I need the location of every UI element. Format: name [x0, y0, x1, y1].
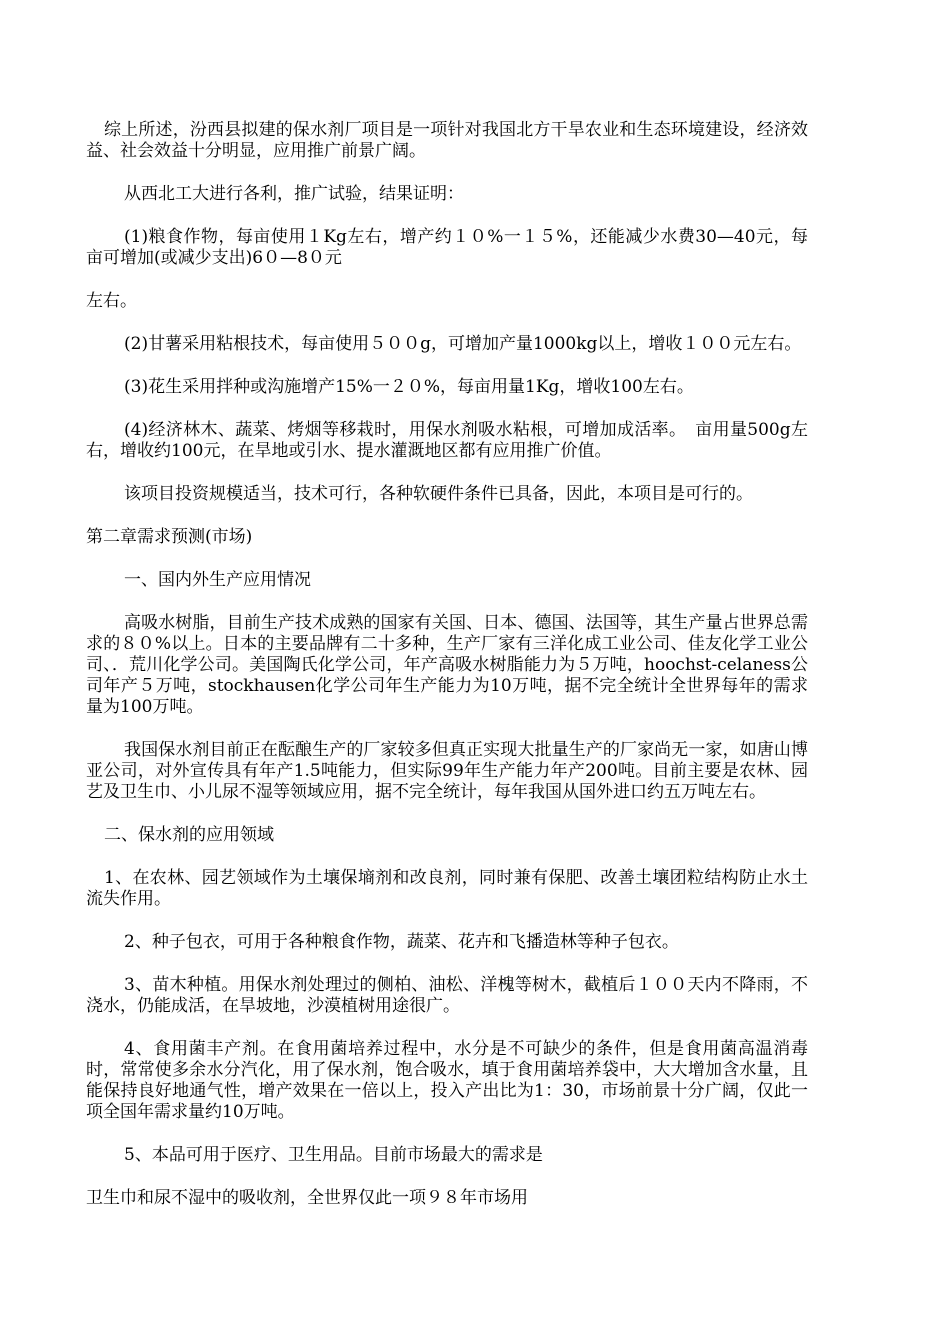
paragraph-grain-crops-tail: 左右。 — [86, 291, 137, 311]
paragraph-domestic-production: 我国保水剂目前正在酝酿生产的厂家较多但真正实现大批量生产的厂家尚无一家，如唐山博亚公司，对外宣传具有年产1.5吨能力，但实际99年生产能力年产200吨。目前主要是农林、园艺及卫生巾、小儿尿不湿等领域应用，据不完全统计，每年我国从国外进口约五万吨左右。 — [86, 740, 808, 802]
list-item-seedling-planting: 3、苗木种植。用保水剂处理过的侧柏、油松、洋槐等树木，截植后１００天内不降雨，不浇水，仍能成活，在旱坡地，沙漠植树用途很广。 — [86, 975, 808, 1016]
chapter-heading: 第二章需求预测(市场) — [86, 527, 253, 547]
paragraph-summary: 综上所述，汾西县拟建的保水剂厂项目是一项针对我国北方干旱农业和生态环境建设，经济效益、社会效益十分明显，应用推广前景广阔。 — [86, 120, 808, 161]
paragraph-economic-forest: (4)经济林木、蔬菜、烤烟等移栽时，用保水剂吸水粘根，可增加成活率。 亩用量500g左右，增收约100元，在旱地或引水、提水灌溉地区都有应用推广价值。 — [86, 420, 808, 461]
list-item-medical-hygiene: 5、本品可用于医疗、卫生用品。目前市场最大的需求是 — [124, 1145, 543, 1165]
paragraph-peanut: (3)花生采用拌种或沟施增产15%一２０%，每亩用量1Kg，增收100左右。 — [124, 377, 694, 397]
list-item-seed-coating: 2、种子包衣，可用于各种粮食作物，蔬菜、花卉和飞播造林等种子包衣。 — [124, 932, 679, 952]
paragraph-feasibility: 该项目投资规模适当，技术可行，各种软硬件条件已具备，因此，本项目是可行的。 — [124, 484, 753, 504]
paragraph-absorbent-market: 卫生巾和尿不湿中的吸收剂，全世界仅此一项９８年市场用 — [86, 1188, 528, 1208]
document-page — [86, 120, 808, 1231]
paragraph-grain-crops: (1)粮食作物，每亩使用１Kg左右，增产约１０%一１５%，还能减少水费30—40元，每亩可增加(或减少支出)6０—8０元 — [86, 227, 808, 268]
paragraph-global-production: 高吸水树脂，目前生产技术成熟的国家有关国、日本、德国、法国等，其生产量占世界总需求的８０%以上。日本的主要品牌有二十多种，生产厂家有三洋化成工业公司、佳友化学工业公司、．荒川化学公司。美国陶氏化学公司，年产高吸水树脂能力为５万吨，hoochst-celaness公司年产５万吨，stockhausen化学公司年生产能力为10万吨，据不完全统计全世界每年的需求量为100万吨。 — [86, 613, 808, 717]
paragraph-trial-intro: 从西北工大进行各利，推广试验，结果证明： — [124, 184, 464, 204]
section-heading-production: 一、国内外生产应用情况 — [124, 570, 311, 590]
section-heading-applications: 二、保水剂的应用领域 — [104, 825, 274, 845]
list-item-edible-fungus: 4、食用菌丰产剂。在食用菌培养过程中，水分是不可缺少的条件，但是食用菌高温消毒时，常常使多余水分汽化，用了保水剂，饱合吸水，填于食用菌培养袋中，大大增加含水量，且能保持良好地通气性，增产效果在一倍以上，投入产出比为1：30，市场前景十分广阔，仅此一项全国年需求量约10万吨。 — [86, 1039, 808, 1122]
list-item-agriculture: 1、在农林、园艺领域作为土壤保墒剂和改良剂，同时兼有保肥、改善土壤团粒结构防止水土流失作用。 — [86, 868, 808, 909]
paragraph-sweet-potato: (2)甘薯采用粘根技术，每亩使用５００g，可增加产量1000kg以上，增收１００元左右。 — [124, 334, 802, 354]
